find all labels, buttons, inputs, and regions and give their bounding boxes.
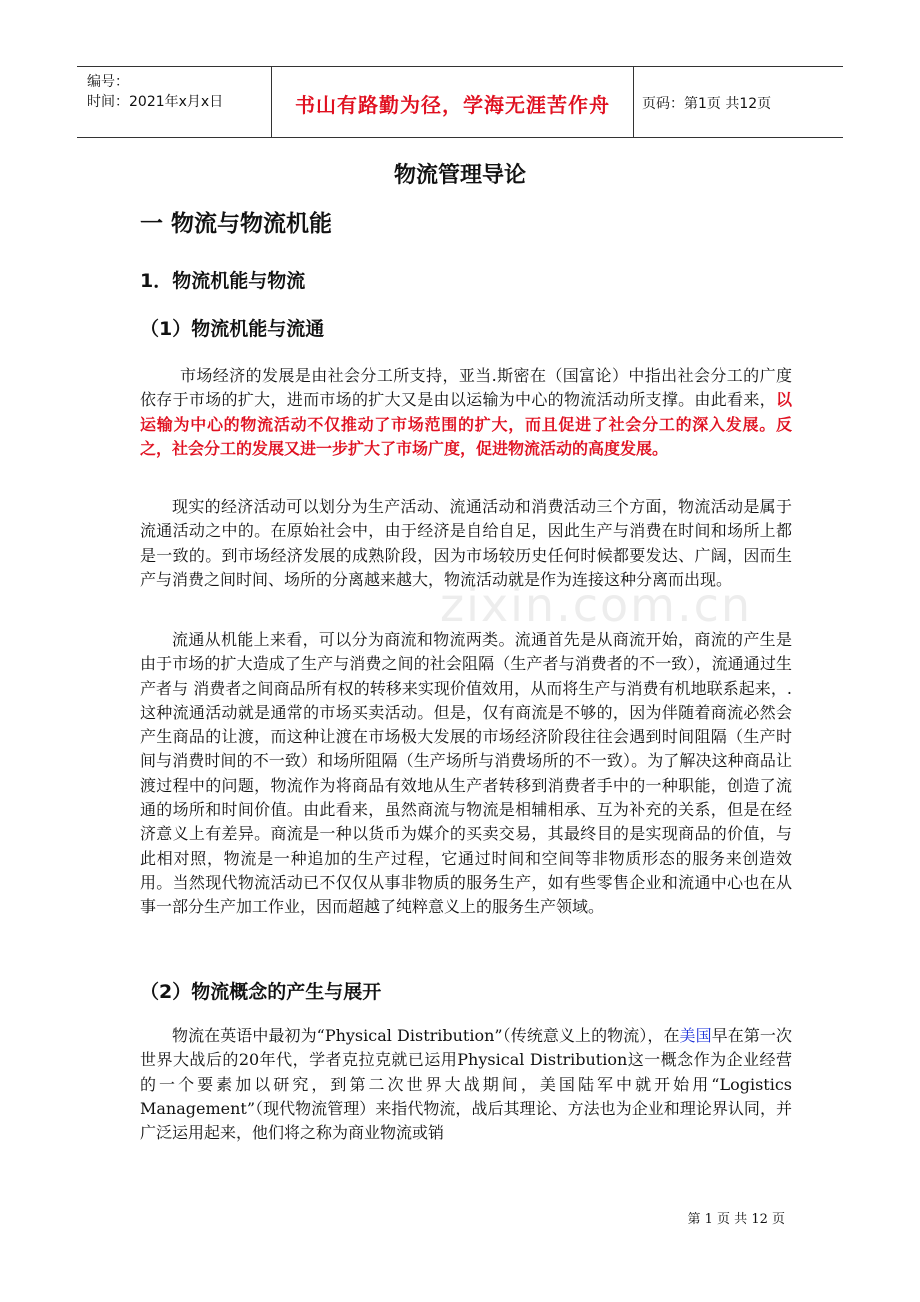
paragraph-2: [140, 495, 792, 592]
paragraph-2-text: 现实的经济活动可以划分为生产活动、流通活动和消费活动三个方面，物流活动是属于流通活动之中的。在原始社会中，由于经济是自给自足，因此生产与消费在时间和场所上都是一致的。到市场经济发展的成熟阶段，因为市场较历史任何时候都要发达、广阔，因而生产与消费之间时间、场所的分离越来越大，物流活动就是作为连接这种分离而出现。: [140, 497, 792, 589]
time-label: 时间：2021年x月x日: [87, 94, 224, 110]
number-label: 编号：: [87, 74, 129, 90]
document-title: 物流管理导论: [393, 163, 526, 188]
paragraph-4: [140, 1024, 792, 1145]
sub-heading-2: （2）物流概念的产生与展开: [140, 981, 382, 1003]
link-usa[interactable]: 美国: [679, 1026, 712, 1045]
page-label: 页码：第1页 共12页: [642, 96, 772, 112]
page-footer: 第 1 页 共 12 页: [687, 1212, 785, 1227]
watermark: zixin.com.cn: [440, 578, 753, 632]
header-motto-cell: [272, 67, 634, 137]
sub-heading-1: （1）物流机能与流通: [140, 318, 325, 340]
paragraph-1: [140, 364, 792, 461]
section-heading: 一 物流与物流机能: [140, 211, 333, 237]
paragraph-1-text: 市场经济的发展是由社会分工所支持，亚当.斯密在（国富论）中指出社会分工的广度依存于市场的扩大，进而市场的扩大又是由以运输为中心的物流活动所支撑。由此看来，: [140, 366, 792, 410]
subsection-heading: 1．物流机能与物流: [140, 270, 306, 292]
paragraph-3: [140, 628, 792, 920]
page-header: [77, 66, 843, 138]
header-page-cell: [634, 67, 843, 137]
motto: 书山有路勤为径，学海无涯苦作舟: [295, 93, 610, 117]
paragraph-4-text-cont: 早在第一次世界大战后的20年代，学者克拉克就已运用Physical Distribution这一概念作为企业经营的一个要素加以研究，到第二次世界大战期间，美国陆军中就开始用“Logistics Management”（现代物流管理）来指代物流，战后其理论、方法也为企业和理论界认同，并广泛运用起来，他们将之称为商业物流或销: [140, 1026, 792, 1143]
paragraph-4-text: 物流在英语中最初为“Physical Distribution”（传统意义上的物流），在: [172, 1026, 680, 1045]
paragraph-1-highlight: 以运输为中心的物流活动不仅推动了市场范围的扩大，而且促进了社会分工的深入发展。反之，社会分工的发展又进一步扩大了市场广度，促进物流活动的高度发展。: [140, 390, 792, 458]
header-info-cell: [77, 67, 272, 137]
paragraph-3-text: 流通从机能上来看，可以分为商流和物流两类。流通首先是从商流开始，商流的产生是由于市场的扩大造成了生产与消费之间的社会阻隔（生产者与消费者的不一致），流通通过生产者与 消费者之间商品所有权的转移来实现价值效用，从而将生产与消费有机地联系起来，.这种流通活动就是通常的市场买卖活动。但是，仅有商流是不够的，因为伴随着商流必然会产生商品的让渡，而这种让渡在市场极大发展的市场经济阶段往往会遇到时间阻隔（生产时间与消费时间的不一致）和场所阻隔（生产场所与消费场所的不一致）。为了解决这种商品让渡过程中的问题，物流作为将商品有效地从生产者转移到消费者手中的一种职能，创造了流通的场所和时间价值。由此看来，虽然商流与物流是相辅相承、互为补充的关系，但是在经济意义上有差异。商流是一种以货币为媒介的买卖交易，其最终目的是实现商品的价值，与此相对照，物流是一种追加的生产过程，它通过时间和空间等非物质形态的服务来创造效用。当然现代物流活动已不仅仅从事非物质的服务生产，如有些零售企业和流通中心也在从事一部分生产加工作业，因而超越了纯粹意义上的服务生产领域。: [140, 630, 792, 917]
